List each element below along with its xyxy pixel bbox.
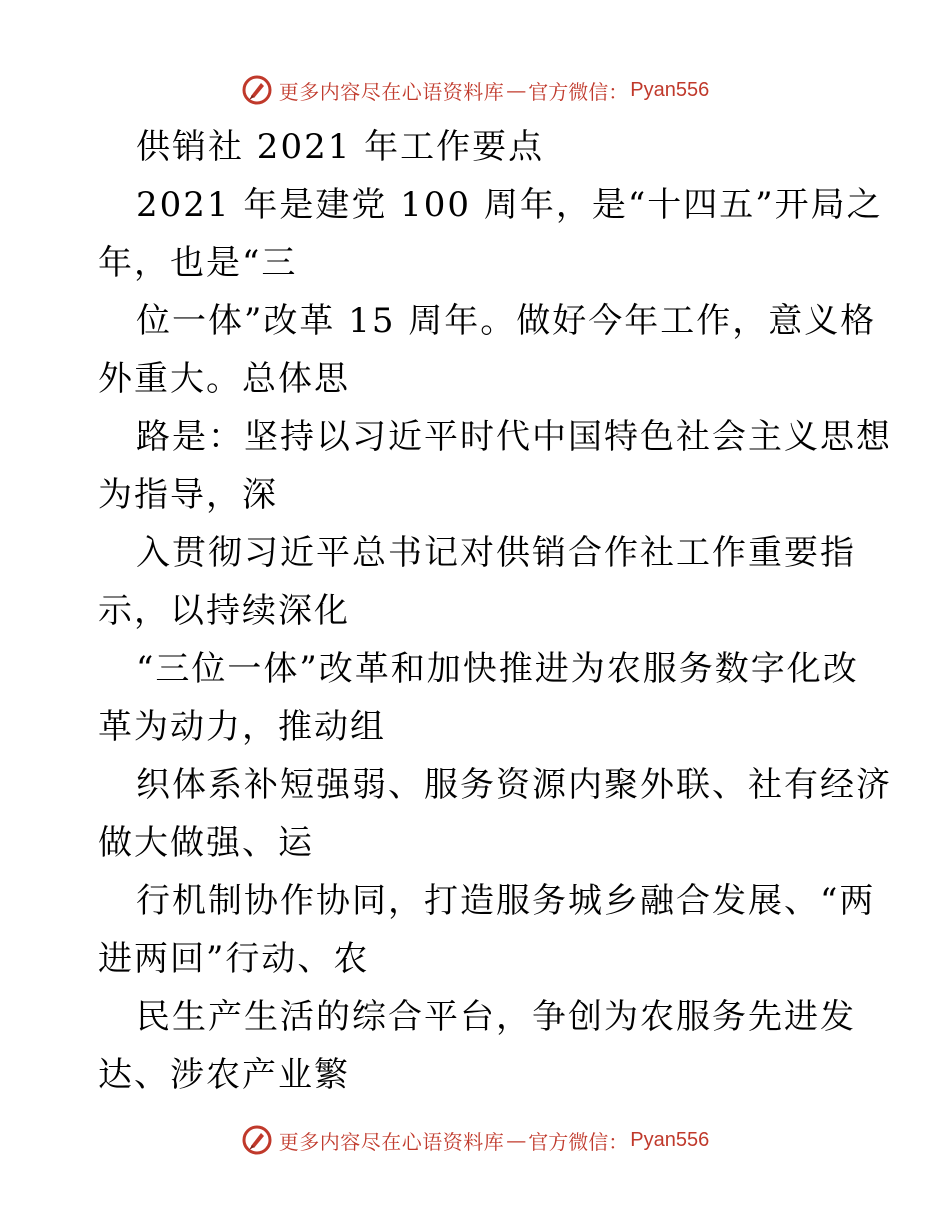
document-title: 供销社 2021 年工作要点 [136, 127, 545, 167]
paragraph-line: 织体系补短强弱、服务资源内聚外联、社有经济 [136, 765, 892, 805]
paragraph-line: 路是：坚持以习近平时代中国特色社会主义思想 [136, 417, 892, 457]
paragraph-line: “三位一体”改革和加快推进为农服务数字化改 [136, 649, 859, 689]
paragraph-line: 做大做强、运 [98, 823, 314, 863]
watermark-separator: — [506, 78, 527, 102]
paragraph-line: 年，也是“三 [98, 243, 298, 283]
pen-logo-icon [241, 1124, 273, 1156]
paragraph-line: 2021 年是建党 100 周年，是“十四五”开局之 [136, 185, 883, 225]
watermark-site-text: 更多内容尽在心语资料库 [278, 1129, 505, 1154]
paragraph-line: 为指导，深 [98, 475, 278, 515]
watermark-wechat-id: Pyan556 [630, 1128, 710, 1151]
document-body [98, 118, 892, 1104]
paragraph-line: 达、涉农产业繁 [98, 1055, 350, 1095]
watermark-separator: — [506, 1128, 527, 1152]
watermark-site-text: 更多内容尽在心语资料库 [278, 79, 505, 104]
paragraph-line: 入贯彻习近平总书记对供销合作社工作重要指 [136, 533, 856, 573]
header-watermark [0, 70, 950, 110]
paragraph-line: 革为动力，推动组 [98, 707, 386, 747]
paragraph-line: 示，以持续深化 [98, 591, 350, 631]
paragraph-line: 行机制协作协同，打造服务城乡融合发展、“两 [136, 881, 876, 921]
pen-logo-icon [241, 74, 273, 106]
paragraph-line: 进两回”行动、农 [98, 939, 370, 979]
paragraph-line: 外重大。总体思 [98, 359, 350, 399]
footer-watermark [0, 1120, 950, 1160]
watermark-wechat-id: Pyan556 [630, 78, 710, 101]
paragraph-line: 民生产生活的综合平台，争创为农服务先进发 [136, 997, 856, 1037]
watermark-wechat-label: 官方微信： [528, 79, 629, 104]
watermark-wechat-label: 官方微信： [528, 1129, 629, 1154]
paragraph-line: 位一体”改革 15 周年。做好今年工作，意义格 [136, 301, 877, 341]
